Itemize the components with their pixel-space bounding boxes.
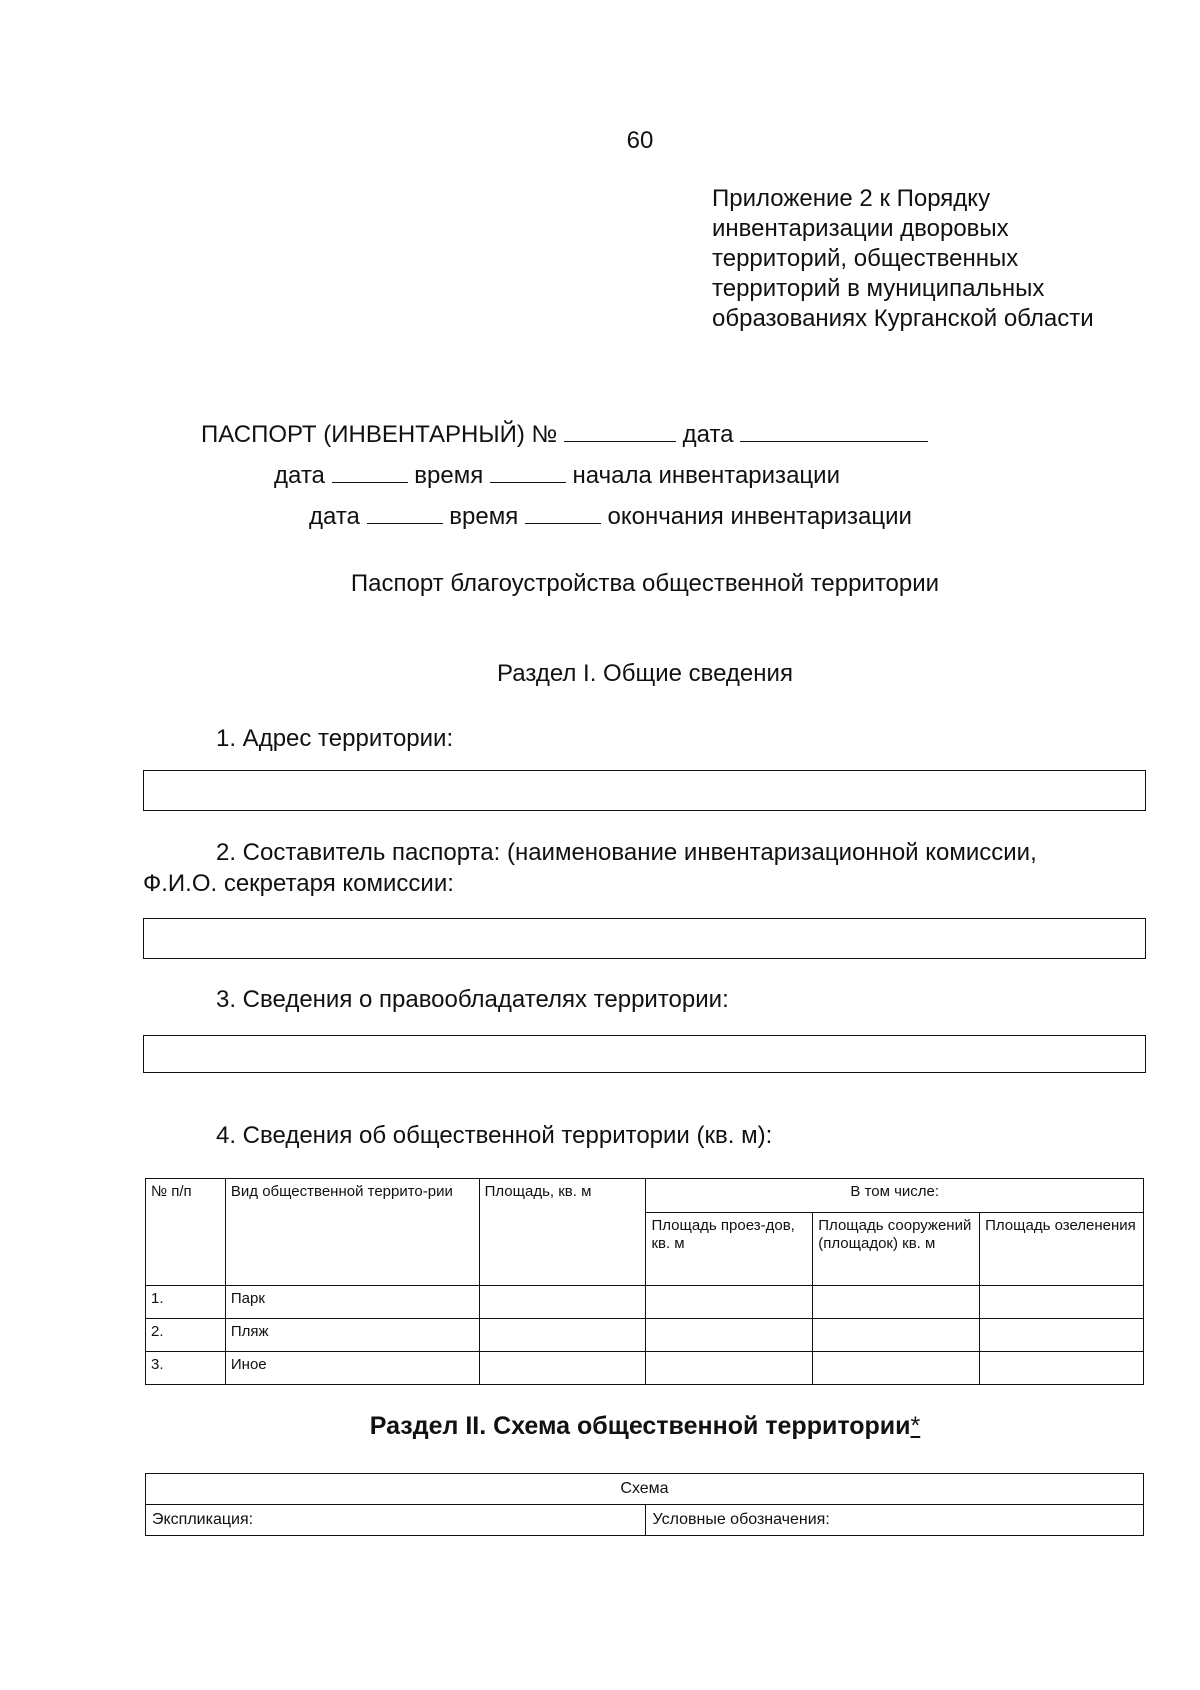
header-including: В том числе:	[646, 1179, 1144, 1213]
table-row	[146, 1352, 1144, 1385]
item-territory-info-label: 4. Сведения об общественной территории (кв. м):	[216, 1122, 773, 1149]
start-suffix: начала инвентаризации	[572, 462, 840, 489]
row-roads-cell[interactable]	[646, 1286, 813, 1319]
table-row	[146, 1319, 1144, 1352]
inventory-start-line	[274, 462, 840, 490]
row-green-cell[interactable]	[980, 1352, 1144, 1385]
territory-info-table	[145, 1178, 1144, 1385]
end-date-field[interactable]	[367, 503, 443, 524]
compiler-field[interactable]	[143, 918, 1146, 959]
row-structures-cell[interactable]	[813, 1352, 980, 1385]
footnote-star: *	[910, 1412, 921, 1440]
row-green-cell[interactable]	[980, 1286, 1144, 1319]
section2-title-text: Раздел II. Схема общественной территории	[369, 1412, 911, 1440]
passport-subtitle: Паспорт благоустройства общественной территории	[350, 570, 940, 597]
end-time-label: время	[449, 503, 519, 530]
passport-title: ПАСПОРТ (ИНВЕНТАРНЫЙ) №	[201, 421, 558, 448]
explication-cell[interactable]: Экспликация:	[146, 1505, 646, 1536]
row-num: 1.	[146, 1286, 226, 1319]
section2-title	[0, 1412, 1200, 1441]
scheme-table	[145, 1473, 1144, 1536]
row-num: 2.	[146, 1319, 226, 1352]
row-green-cell[interactable]	[980, 1319, 1144, 1352]
row-structures-cell[interactable]	[813, 1286, 980, 1319]
header-structures-area: Площадь сооружений (площадок) кв. м	[813, 1213, 980, 1286]
start-time-field[interactable]	[490, 462, 566, 483]
row-type: Иное	[225, 1352, 479, 1385]
start-date-label: дата	[274, 462, 325, 489]
row-structures-cell[interactable]	[813, 1319, 980, 1352]
legend-cell[interactable]: Условные обозначения:	[646, 1505, 1144, 1536]
appendix-line: территорий в муниципальных	[712, 275, 1045, 302]
header-type: Вид общественной террито-рии	[225, 1179, 479, 1286]
appendix-note	[712, 184, 1152, 334]
owners-field[interactable]	[143, 1035, 1146, 1073]
row-type: Парк	[225, 1286, 479, 1319]
table-row	[146, 1286, 1144, 1319]
page-number: 60	[626, 127, 654, 154]
header-green-area: Площадь озеленения	[980, 1213, 1144, 1286]
inventory-end-line	[309, 503, 912, 531]
end-time-field[interactable]	[525, 503, 601, 524]
scheme-cell[interactable]: Схема	[146, 1474, 1144, 1505]
passport-date-label: дата	[682, 421, 734, 448]
start-time-label: время	[414, 462, 484, 489]
end-suffix: окончания инвентаризации	[607, 503, 912, 530]
passport-number-field[interactable]	[564, 421, 676, 442]
appendix-line: территорий, общественных	[712, 245, 1019, 272]
appendix-line: инвентаризации дворовых	[712, 215, 1009, 242]
passport-title-line	[201, 421, 928, 449]
row-num: 3.	[146, 1352, 226, 1385]
header-num: № п/п	[146, 1179, 226, 1286]
header-roads-area: Площадь проез-дов, кв. м	[646, 1213, 813, 1286]
header-area: Площадь, кв. м	[479, 1179, 646, 1286]
row-area-cell[interactable]	[479, 1319, 646, 1352]
section1-title: Раздел I. Общие сведения	[497, 660, 793, 687]
item-owners-label: 3. Сведения о правообладателях территории:	[216, 986, 729, 1013]
start-date-field[interactable]	[332, 462, 408, 483]
end-date-label: дата	[309, 503, 360, 530]
appendix-line: Приложение 2 к Порядку	[712, 185, 991, 212]
appendix-line: образованиях Курганской области	[712, 305, 1094, 332]
row-type: Пляж	[225, 1319, 479, 1352]
row-roads-cell[interactable]	[646, 1352, 813, 1385]
row-area-cell[interactable]	[479, 1286, 646, 1319]
row-roads-cell[interactable]	[646, 1319, 813, 1352]
item-address-label: 1. Адрес территории:	[216, 725, 454, 752]
item-compiler-label-line1: 2. Составитель паспорта: (наименование инвентаризационной комиссии,	[216, 839, 1037, 866]
row-area-cell[interactable]	[479, 1352, 646, 1385]
item-compiler-label-line2: Ф.И.О. секретаря комиссии:	[143, 870, 454, 897]
passport-date-field[interactable]	[740, 421, 928, 442]
address-field[interactable]	[143, 770, 1146, 811]
